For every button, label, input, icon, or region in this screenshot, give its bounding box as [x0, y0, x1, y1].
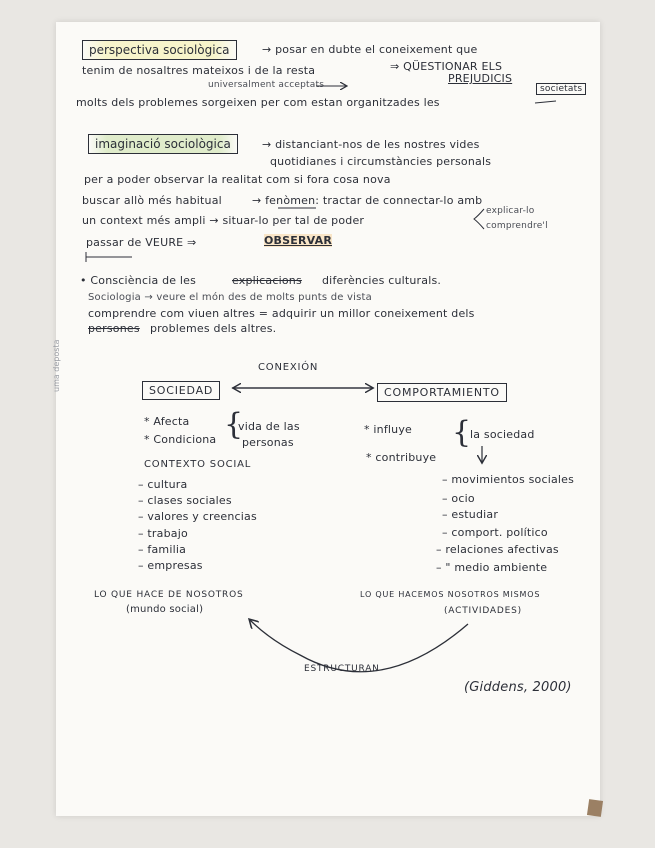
societats-box: societats [536, 83, 586, 95]
section3-line4: problemes dels altres. [150, 322, 277, 335]
right-caption-1: LO QUE HACEMOS NOSOTROS MISMOS [360, 590, 541, 599]
section3-line3: comprendre com viuen altres = adquirir un millor coneixement dels [88, 307, 475, 320]
margin-note: uma deposta [52, 339, 61, 392]
section1-title: perspectiva sociològica [82, 40, 237, 60]
right-list-item: – movimientos sociales [442, 473, 575, 486]
right-list-item: – " medio ambiente [436, 561, 548, 574]
comportamiento-box: COMPORTAMIENTO [377, 383, 507, 402]
sociedad-box: SOCIEDAD [142, 381, 220, 400]
right-list-item: – ocio [442, 492, 475, 505]
right-verb-2: * contribuye [366, 451, 437, 464]
right-list-item: – estudiar [442, 508, 499, 521]
left-list-item: – familia [138, 543, 187, 556]
left-brace-text-1: vida de las [238, 420, 300, 433]
contexto-social-label: CONTEXTO SOCIAL [144, 459, 252, 470]
section2-line5: un context més ampli → situar-lo per tal de poder [82, 214, 365, 227]
left-brace-text-2: personas [242, 436, 294, 449]
right-verb-1: * influye [364, 423, 413, 436]
comprendre-text: comprendre'l [486, 221, 548, 231]
left-list-item: – empresas [138, 559, 203, 572]
section1-line2: tenim de nosaltres mateixos i de la resta [82, 64, 316, 77]
section3-line2: Sociologia → veure el món des de molts punts de vista [88, 292, 372, 303]
right-list-item: – comport. político [442, 526, 548, 539]
section3-struck1: explicacions [232, 274, 302, 287]
left-verb-2: * Condiciona [144, 433, 217, 446]
right-brace-text: la sociedad [470, 428, 535, 441]
right-caption-2: (ACTIVIDADES) [444, 606, 522, 616]
veure-line: passar de VEURE ⇒ [86, 236, 197, 249]
universal-note: universalment acceptats [208, 80, 325, 90]
section2-line4a: buscar allò més habitual [82, 194, 222, 207]
citation: (Giddens, 2000) [464, 680, 572, 695]
section2-line4b: → fenòmen: tractar de connectar-lo amb [252, 194, 483, 207]
left-list-item: – clases sociales [138, 494, 232, 507]
estructuran-label: ESTRUCTURAN [304, 664, 380, 674]
questionar-text: ⇒ QÜESTIONAR ELS [390, 60, 503, 73]
right-brace: { [452, 415, 472, 450]
left-brace: { [224, 407, 244, 442]
section1-line4: molts dels problemes sorgeixen per com estan organitzades les [76, 96, 440, 109]
left-verb-1: * Afecta [144, 415, 190, 428]
prejudicis-text: PREJUDICIS [448, 72, 513, 85]
section2-line3: per a poder observar la realitat com si fora cosa nova [84, 173, 391, 186]
conexion-label: CONEXIÓN [258, 362, 319, 373]
section3-line1a: • Consciència de les [80, 274, 197, 287]
left-caption-1: LO QUE HACE DE NOSOTROS [94, 590, 244, 600]
section3-line1b: diferències culturals. [322, 274, 442, 287]
section3-struck2: persones [88, 322, 140, 335]
left-list-item: – valores y creencias [138, 510, 257, 523]
left-list-item: – cultura [138, 478, 188, 491]
section2-title: imaginació sociològica [88, 134, 238, 154]
section1-line1: → posar en dubte el coneixement que [262, 43, 478, 56]
explicar-text: explicar-lo [486, 206, 535, 216]
left-list-item: – trabajo [138, 527, 188, 540]
section2-line1: → distanciant-nos de les nostres vides [262, 138, 480, 151]
section2-line2: quotidianes i circumstàncies personals [270, 155, 492, 168]
right-list-item: – relaciones afectivas [436, 543, 559, 556]
observar-text: OBSERVAR [264, 234, 332, 247]
left-caption-2: (mundo social) [126, 604, 204, 615]
